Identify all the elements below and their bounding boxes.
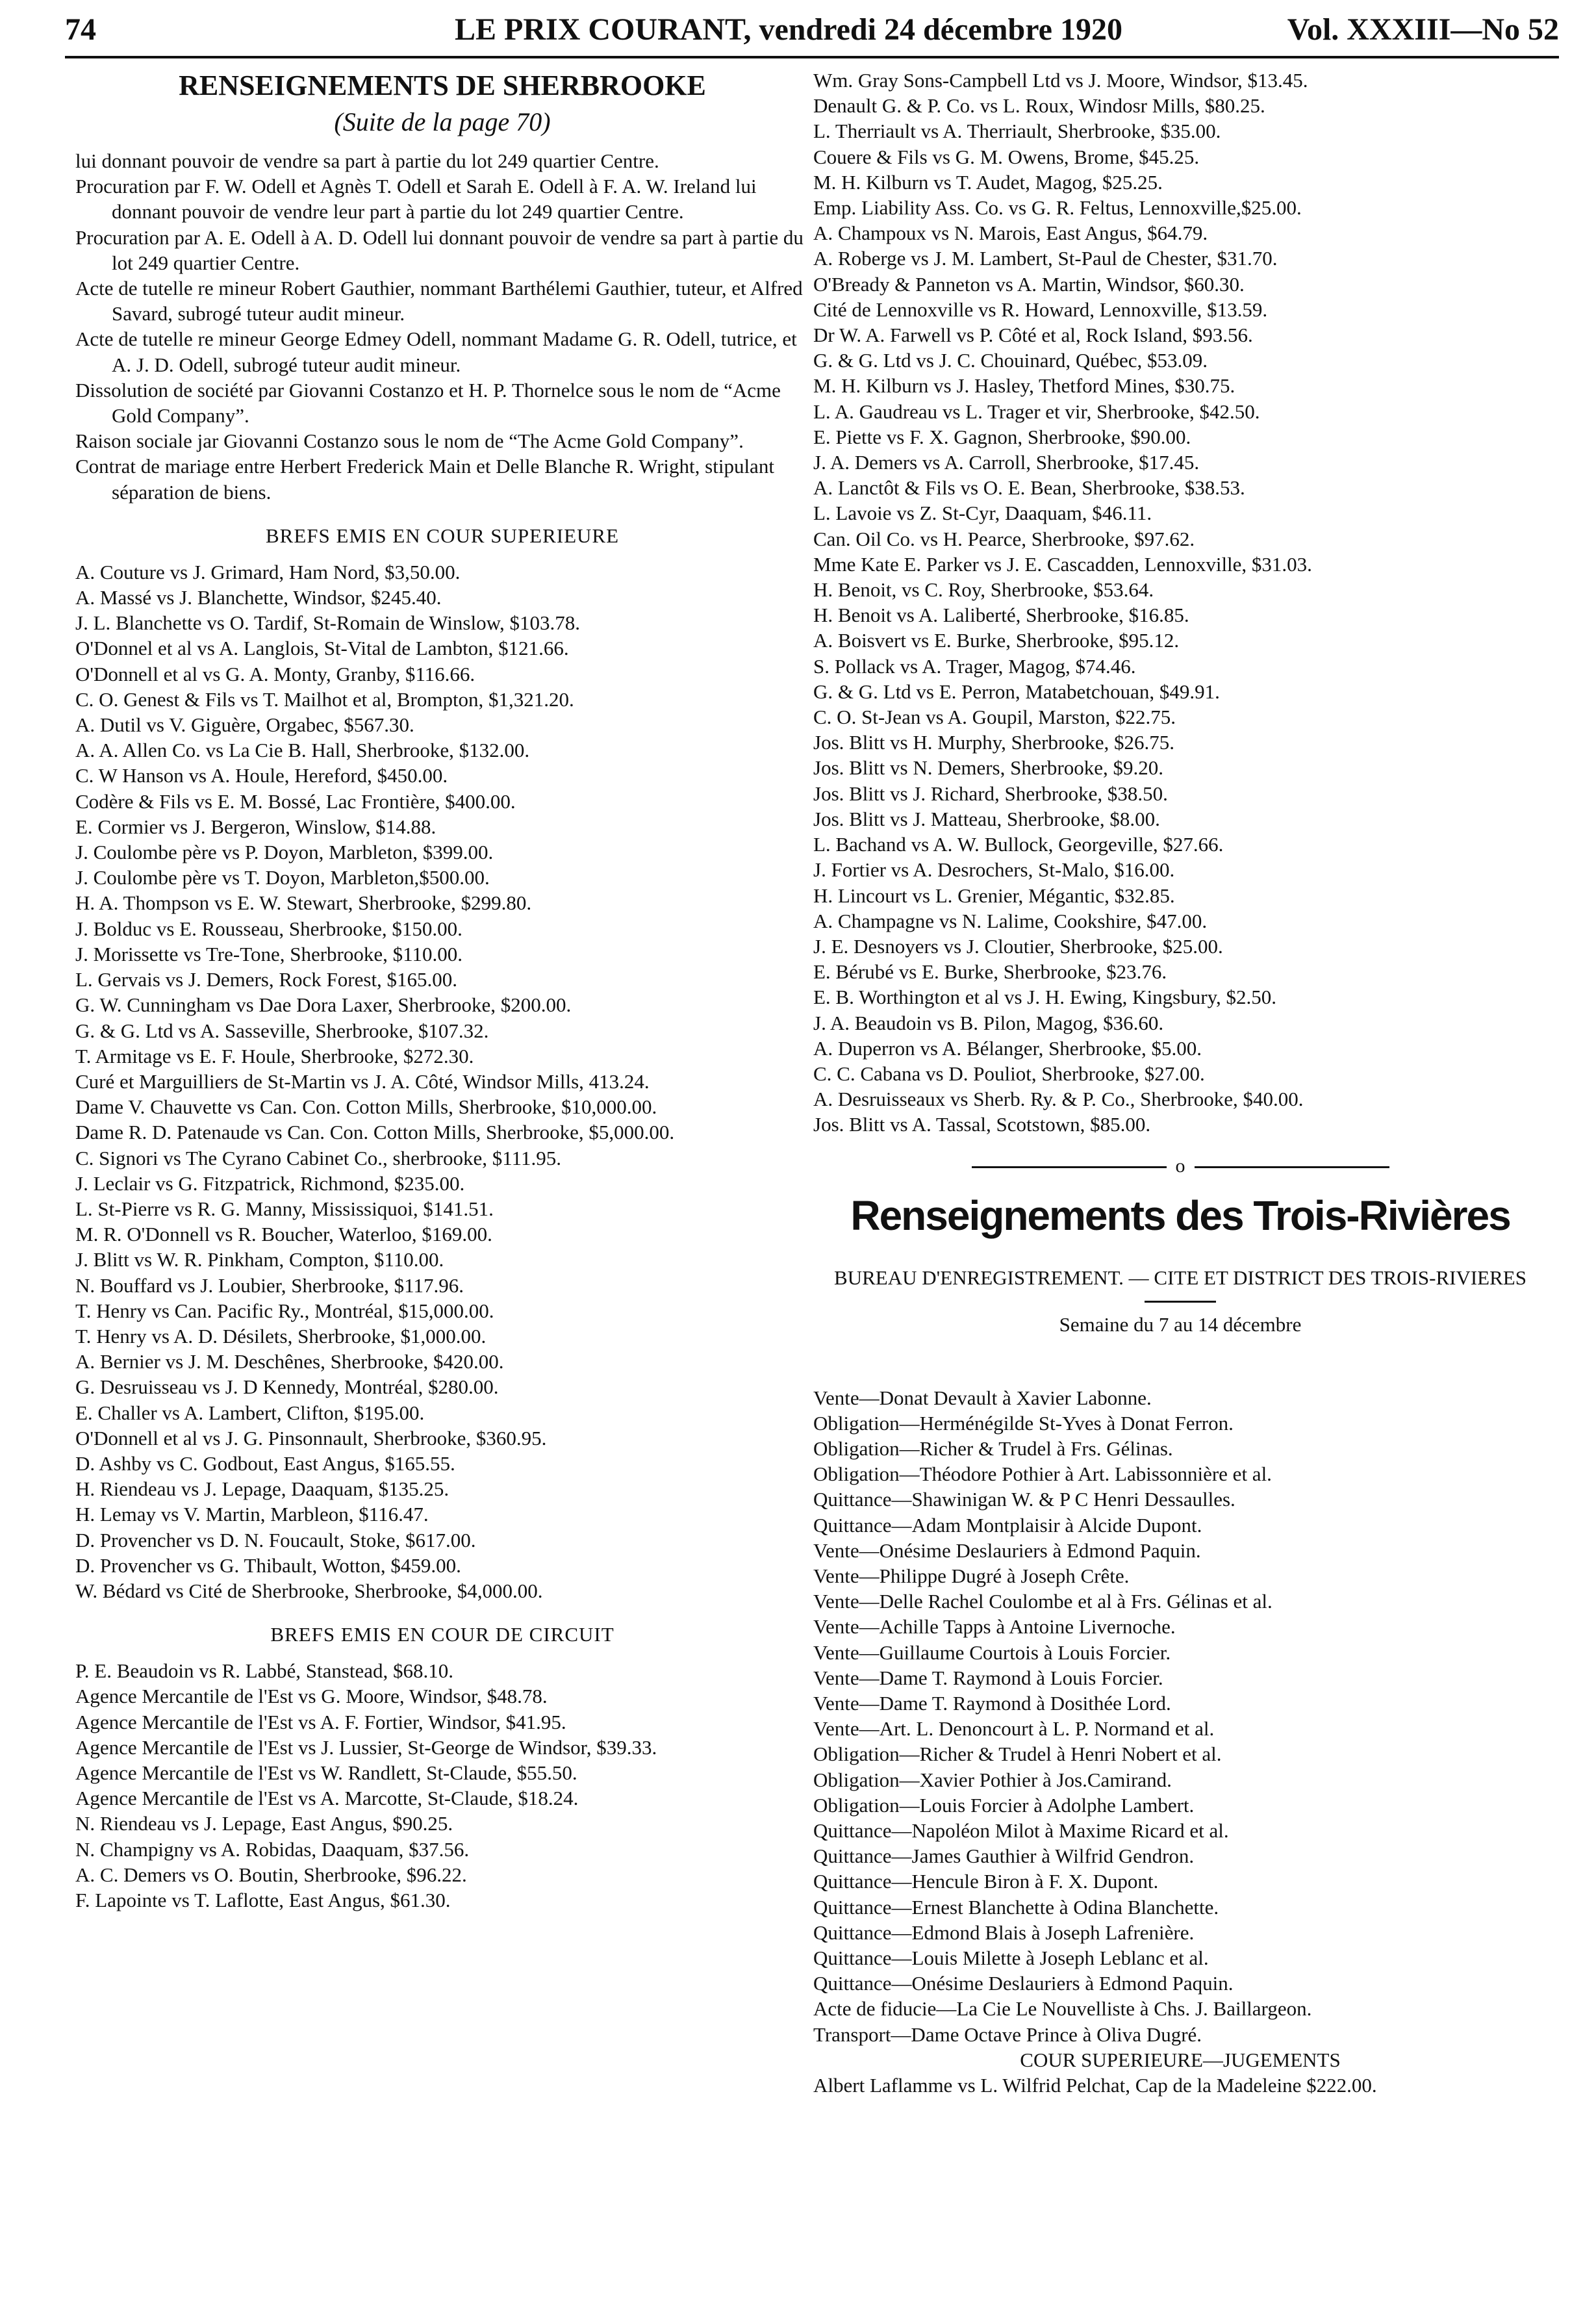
list-item: J. Coulombe père vs T. Doyon, Marbleton,$500.00.: [75, 866, 490, 889]
list-item: Quittance—Onésime Deslauriers à Edmond Paquin.: [813, 1972, 1234, 1995]
list-item: C. Signori vs The Cyrano Cabinet Co., sherbrooke, $111.95.: [75, 1146, 561, 1169]
list-item: Obligation—Théodore Pothier à Art. Labissonnière et al.: [813, 1462, 1272, 1486]
separator-line-left: [972, 1166, 1167, 1168]
list-item: Acte de tutelle re mineur George Edmey Odell, nommant Madame G. R. Odell, tutrice, et A. J. D. Odell, subrogé tuteur audit mineur.: [75, 327, 797, 376]
list-item: Vente—Dame T. Raymond à Louis Forcier.: [813, 1666, 1163, 1689]
list-item: D. Provencher vs D. N. Foucault, Stoke, $617.00.: [75, 1528, 476, 1551]
list-item: L. A. Gaudreau vs L. Trager et vir, Sherbrooke, $42.50.: [813, 400, 1260, 423]
list-item: M. R. O'Donnell vs R. Boucher, Waterloo, $169.00.: [75, 1223, 492, 1246]
continuation-note: (Suite de la page 70): [334, 107, 551, 136]
list-item: L. Therriault vs A. Therriault, Sherbrooke, $35.00.: [813, 120, 1221, 143]
list-item: A. Couture vs J. Grimard, Ham Nord, $3,50.00.: [75, 560, 461, 583]
list-item: J. Fortier vs A. Desrochers, St-Malo, $16.00.: [813, 858, 1175, 882]
list-item: Obligation—Herménégilde St-Yves à Donat Ferron.: [813, 1411, 1234, 1435]
list-item: O'Donnell et al vs G. A. Monty, Granby, $116.66.: [75, 662, 475, 685]
list-item: Obligation—Louis Forcier à Adolphe Lambert.: [813, 1793, 1195, 1817]
volume-number: Vol. XXXIII—No 52: [1287, 12, 1559, 47]
list-item: C. W Hanson vs A. Houle, Hereford, $450.00.: [75, 764, 448, 787]
list-item: T. Henry vs Can. Pacific Ry., Montréal, $15,000.00.: [75, 1299, 494, 1322]
list-item: Agence Mercantile de l'Est vs A. Marcotte, St-Claude, $18.24.: [75, 1787, 579, 1810]
list-item: Vente—Onésime Deslauriers à Edmond Paquin.: [813, 1538, 1201, 1562]
list-item: J. Leclair vs G. Fitzpatrick, Richmond, $235.00.: [75, 1171, 465, 1195]
list-item: H. Riendeau vs J. Lepage, Daaquam, $135.25.: [75, 1477, 450, 1501]
list-item: L. Lavoie vs Z. St-Cyr, Daaquam, $46.11.: [813, 502, 1152, 525]
list-item: A. C. Demers vs O. Boutin, Sherbrooke, $96.22.: [75, 1863, 467, 1886]
list-item: O'Donnell et al vs J. G. Pinsonnault, Sherbrooke, $360.95.: [75, 1426, 547, 1449]
list-item: E. Challer vs A. Lambert, Clifton, $195.00.: [75, 1401, 425, 1424]
list-item: Procuration par A. E. Odell à A. D. Odell lui donnant pouvoir de vendre sa part à partie du lot 249 quartier Centre.: [75, 225, 804, 274]
list-item: E. Bérubé vs E. Burke, Sherbrooke, $23.76.: [813, 960, 1167, 984]
list-item: A. Desruisseaux vs Sherb. Ry. & P. Co., Sherbrooke, $40.00.: [813, 1088, 1304, 1111]
list-item: Jos. Blitt vs H. Murphy, Sherbrooke, $26.75.: [813, 731, 1174, 754]
trois-rivieres-title: Renseignements des Trois-Rivières: [850, 1192, 1510, 1239]
list-item: O'Donnel et al vs A. Langlois, St-Vital de Lambton, $121.66.: [75, 637, 569, 660]
list-item: Transport—Dame Octave Prince à Oliva Dugré.: [813, 2023, 1202, 2046]
left-column: [75, 68, 809, 1913]
list-item: Quittance—Adam Montplaisir à Alcide Dupont.: [813, 1513, 1202, 1537]
list-item: Curé et Marguilliers de St-Martin vs J. A. Côté, Windsor Mills, 413.24.: [75, 1069, 650, 1093]
list-item: D. Provencher vs G. Thibault, Wotton, $459.00.: [75, 1553, 461, 1577]
list-item: G. Desruisseau vs J. D Kennedy, Montréal, $280.00.: [75, 1375, 499, 1399]
list-item: Denault G. & P. Co. vs L. Roux, Windosr Mills, $80.25.: [813, 94, 1265, 118]
list-item: Procuration par F. W. Odell et Agnès T. Odell et Sarah E. Odell à F. A. W. Ireland lui donnant pouvoir de vendre leur part à partie du lot 249 quartier Centre.: [75, 175, 757, 223]
list-item: A. Roberge vs J. M. Lambert, St-Paul de Chester, $31.70.: [813, 247, 1278, 270]
list-item: Obligation—Xavier Pothier à Jos.Camirand.: [813, 1768, 1172, 1791]
list-item: G. & G. Ltd vs E. Perron, Matabetchouan, $49.91.: [813, 680, 1220, 703]
list-item: Jos. Blitt vs J. Richard, Sherbrooke, $38.50.: [813, 782, 1168, 805]
list-item: Vente—Delle Rachel Coulombe et al à Frs. Gélinas et al.: [813, 1590, 1273, 1613]
list-item: E. Cormier vs J. Bergeron, Winslow, $14.88.: [75, 815, 437, 838]
list-item: L. St-Pierre vs R. G. Manny, Mississiquoi, $141.51.: [75, 1197, 494, 1220]
list-item: J. Bolduc vs E. Rousseau, Sherbrooke, $150.00.: [75, 917, 462, 940]
list-item: C. C. Cabana vs D. Pouliot, Sherbrooke, $27.00.: [813, 1062, 1205, 1085]
intro-list: [75, 148, 809, 505]
list-item: D. Ashby vs C. Godbout, East Angus, $165.55.: [75, 1451, 455, 1475]
list-item: S. Pollack vs A. Trager, Magog, $74.46.: [813, 654, 1136, 678]
right-column: [813, 68, 1547, 2098]
list-item: J. E. Desnoyers vs J. Cloutier, Sherbrooke, $25.00.: [813, 934, 1223, 958]
list-item: C. O. Genest & Fils vs T. Mailhot et al, Brompton, $1,321.20.: [75, 687, 574, 711]
list-item: N. Champigny vs A. Robidas, Daaquam, $37.56.: [75, 1837, 470, 1861]
list-item: Agence Mercantile de l'Est vs W. Randlett, St-Claude, $55.50.: [75, 1761, 577, 1784]
list-item: A. Champagne vs N. Lalime, Cookshire, $47.00.: [813, 909, 1208, 932]
list-item: E. B. Worthington et al vs J. H. Ewing, Kingsbury, $2.50.: [813, 986, 1277, 1009]
page-number: 74: [65, 12, 96, 47]
list-item: Quittance—Napoléon Milot à Maxime Ricard et al.: [813, 1819, 1229, 1842]
list-item: Quittance—Hencule Biron à F. X. Dupont.: [813, 1870, 1159, 1893]
list-item: Acte de tutelle re mineur Robert Gauthier, nommant Barthélemi Gauthier, tuteur, et Alfred Savard, subrogé tuteur audit mineur.: [75, 277, 803, 326]
circuit-heading: BREFS EMIS EN COUR DE CIRCUIT: [270, 1623, 614, 1646]
list-item: L. Bachand vs A. W. Bullock, Georgeville, $27.66.: [813, 833, 1224, 856]
list-item: Jos. Blitt vs N. Demers, Sherbrooke, $9.20.: [813, 756, 1164, 780]
list-item: Albert Laflamme vs L. Wilfrid Pelchat, Cap de la Madeleine $222.00.: [813, 2073, 1377, 2097]
sherbrooke-title: RENSEIGNEMENTS DE SHERBROOKE: [179, 70, 706, 101]
short-rule: [1145, 1301, 1216, 1303]
list-item: G. W. Cunningham vs Dae Dora Laxer, Sherbrooke, $200.00.: [75, 993, 572, 1017]
list-item: Vente—Achille Tapps à Antoine Livernoche.: [813, 1615, 1176, 1639]
list-item: Vente—Donat Devault à Xavier Labonne.: [813, 1386, 1152, 1409]
list-item: lui donnant pouvoir de vendre sa part à partie du lot 249 quartier Centre.: [75, 149, 659, 172]
list-item: L. Gervais vs J. Demers, Rock Forest, $165.00.: [75, 968, 458, 991]
list-item: Dame R. D. Patenaude vs Can. Con. Cotton Mills, Sherbrooke, $5,000.00.: [75, 1121, 675, 1144]
list-item: Obligation—Richer & Trudel à Henri Nobert et al.: [813, 1743, 1222, 1766]
list-item: Obligation—Richer & Trudel à Frs. Gélinas.: [813, 1436, 1173, 1460]
separator-mark: o: [1175, 1155, 1185, 1177]
list-item: A. Bernier vs J. M. Deschênes, Sherbrooke, $420.00.: [75, 1350, 504, 1373]
list-item: Emp. Liability Ass. Co. vs G. R. Feltus, Lennoxville,$25.00.: [813, 196, 1302, 220]
list-item: A. Champoux vs N. Marois, East Angus, $64.79.: [813, 222, 1208, 245]
week-label: Semaine du 7 au 14 décembre: [1059, 1312, 1302, 1336]
section-separator: [813, 1153, 1547, 1179]
list-item: E. Piette vs F. X. Gagnon, Sherbrooke, $90.00.: [813, 425, 1191, 448]
list-item: H. Benoit vs A. Laliberté, Sherbrooke, $16.85.: [813, 604, 1189, 627]
list-item: M. H. Kilburn vs T. Audet, Magog, $25.25.: [813, 170, 1163, 194]
header-rule: [65, 56, 1559, 58]
list-item: J. L. Blanchette vs O. Tardif, St-Romain de Winslow, $103.78.: [75, 611, 580, 635]
list-item: Vente—Philippe Dugré à Joseph Crête.: [813, 1564, 1130, 1587]
list-item: Agence Mercantile de l'Est vs G. Moore, Windsor, $48.78.: [75, 1685, 548, 1708]
list-item: Quittance—Shawinigan W. & P C Henri Dessaulles.: [813, 1488, 1235, 1511]
list-item: Vente—Dame T. Raymond à Dosithée Lord.: [813, 1691, 1171, 1715]
list-item: N. Riendeau vs J. Lepage, East Angus, $90.25.: [75, 1812, 453, 1835]
circuit-list: [75, 1658, 809, 1913]
list-item: Acte de fiducie—La Cie Le Nouvelliste à Chs. J. Baillargeon.: [813, 1997, 1312, 2021]
list-item: H. Lemay vs V. Martin, Marbleon, $116.47.: [75, 1503, 429, 1526]
list-item: Raison sociale jar Giovanni Costanzo sous le nom de “The Acme Gold Company”.: [75, 429, 744, 453]
list-item: Couere & Fils vs G. M. Owens, Brome, $45.25.: [813, 145, 1200, 168]
list-item: Quittance—Edmond Blais à Joseph Lafrenière.: [813, 1921, 1195, 1944]
list-item: Quittance—Ernest Blanchette à Odina Blanchette.: [813, 1895, 1219, 1919]
list-item: J. Morissette vs Tre-Tone, Sherbrooke, $110.00.: [75, 942, 462, 965]
list-item: J. Coulombe père vs P. Doyon, Marbleton, $399.00.: [75, 841, 494, 864]
list-item: Agence Mercantile de l'Est vs J. Lussier, St-George de Windsor, $39.33.: [75, 1735, 657, 1759]
list-item: O'Bready & Panneton vs A. Martin, Windsor, $60.30.: [813, 272, 1245, 296]
list-item: P. E. Beaudoin vs R. Labbé, Stanstead, $68.10.: [75, 1659, 454, 1683]
publication-title: LE PRIX COURANT, vendredi 24 décembre 1920: [455, 12, 1122, 47]
list-item: W. Bédard vs Cité de Sherbrooke, Sherbrooke, $4,000.00.: [75, 1579, 543, 1602]
page-header: [65, 12, 1559, 53]
list-item: A. Dutil vs V. Giguère, Orgabec, $567.30.: [75, 713, 414, 737]
list-item: N. Bouffard vs J. Loubier, Sherbrooke, $117.96.: [75, 1273, 464, 1297]
list-item: Vente—Art. L. Denoncourt à L. P. Normand et al.: [813, 1717, 1215, 1741]
list-item: Dame V. Chauvette vs Can. Con. Cotton Mills, Sherbrooke, $10,000.00.: [75, 1095, 657, 1119]
list-item: Jos. Blitt vs J. Matteau, Sherbrooke, $8.00.: [813, 807, 1160, 830]
transactions-list: [813, 1385, 1547, 2047]
list-item: Can. Oil Co. vs H. Pearce, Sherbrooke, $97.62.: [813, 527, 1195, 550]
list-item: A. Lanctôt & Fils vs O. E. Bean, Sherbrooke, $38.53.: [813, 476, 1245, 500]
list-item: H. Lincourt vs L. Grenier, Mégantic, $32.85.: [813, 884, 1175, 907]
list-item: A. Boisvert vs E. Burke, Sherbrooke, $95.12.: [813, 629, 1180, 652]
separator-line-right: [1195, 1166, 1389, 1168]
list-item: Jos. Blitt vs A. Tassal, Scotstown, $85.00.: [813, 1113, 1151, 1136]
list-item: Dissolution de société par Giovanni Costanzo et H. P. Thornelce sous le nom de “Acme Gold Company”.: [75, 378, 781, 428]
list-item: A. Massé vs J. Blanchette, Windsor, $245.40.: [75, 586, 442, 609]
list-item: T. Armitage vs E. F. Houle, Sherbrooke, $272.30.: [75, 1044, 474, 1067]
list-item: J. A. Beaudoin vs B. Pilon, Magog, $36.60.: [813, 1011, 1164, 1034]
list-item: Vente—Guillaume Courtois à Louis Forcier.: [813, 1641, 1171, 1664]
list-item: F. Lapointe vs T. Laflotte, East Angus, $61.30.: [75, 1889, 451, 1911]
list-item: A. Duperron vs A. Bélanger, Sherbrooke, $5.00.: [813, 1036, 1202, 1060]
list-item: H. Benoit, vs C. Roy, Sherbrooke, $53.64.: [813, 578, 1154, 602]
list-item: T. Henry vs A. D. Désilets, Sherbrooke, $1,000.00.: [75, 1324, 487, 1347]
circuit-continued-list: [813, 68, 1547, 1138]
list-item: C. O. St-Jean vs A. Goupil, Marston, $22.75.: [813, 706, 1176, 729]
jugements-list: [813, 2073, 1547, 2098]
list-item: Contrat de mariage entre Herbert Frederick Main et Delle Blanche R. Wright, stipulant séparation de biens.: [75, 455, 774, 504]
list-item: Quittance—Louis Milette à Joseph Leblanc et al.: [813, 1947, 1209, 1969]
list-item: Dr W. A. Farwell vs P. Côté et al, Rock Island, $93.56.: [813, 324, 1253, 347]
list-item: J. A. Demers vs A. Carroll, Sherbrooke, $17.45.: [813, 451, 1200, 474]
jugements-heading: COUR SUPERIEURE—JUGEMENTS: [1020, 2048, 1341, 2071]
list-item: Quittance—James Gauthier à Wilfrid Gendron.: [813, 1845, 1195, 1868]
list-item: Mme Kate E. Parker vs J. E. Cascadden, Lennoxville, $31.03.: [813, 552, 1312, 576]
superieure-list: [75, 559, 809, 1603]
list-item: Cité de Lennoxville vs R. Howard, Lennoxville, $13.59.: [813, 298, 1268, 321]
list-item: M. H. Kilburn vs J. Hasley, Thetford Mines, $30.75.: [813, 374, 1235, 398]
list-item: G. & G. Ltd vs A. Sasseville, Sherbrooke, $107.32.: [75, 1019, 489, 1042]
list-item: Agence Mercantile de l'Est vs A. F. Fortier, Windsor, $41.95.: [75, 1710, 566, 1733]
superieure-heading: BREFS EMIS EN COUR SUPERIEURE: [265, 524, 620, 547]
list-item: G. & G. Ltd vs J. C. Chouinard, Québec, $53.09.: [813, 349, 1208, 372]
list-item: J. Blitt vs W. R. Pinkham, Compton, $110.00.: [75, 1248, 444, 1271]
list-item: H. A. Thompson vs E. W. Stewart, Sherbrooke, $299.80.: [75, 891, 532, 915]
bureau-heading: BUREAU D'ENREGISTREMENT. — CITE ET DISTRICT DES TROIS-RIVIERES: [834, 1266, 1526, 1289]
list-item: Wm. Gray Sons-Campbell Ltd vs J. Moore, Windsor, $13.45.: [813, 69, 1308, 92]
list-item: Codère & Fils vs E. M. Bossé, Lac Frontière, $400.00.: [75, 789, 516, 813]
list-item: A. A. Allen Co. vs La Cie B. Hall, Sherbrooke, $132.00.: [75, 739, 530, 762]
